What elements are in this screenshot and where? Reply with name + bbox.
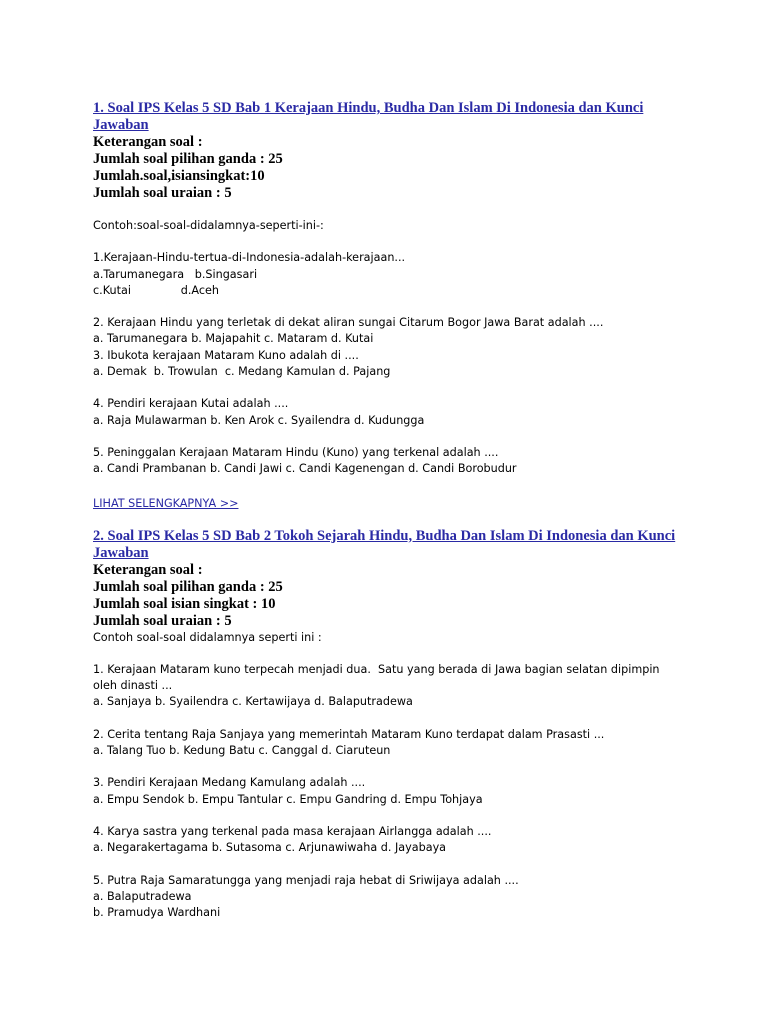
question-block: [93, 824, 683, 857]
question-block: [93, 873, 683, 922]
info-line: Jumlah soal uraian : 5: [93, 612, 232, 629]
section-2-title-link[interactable]: 2. Soal IPS Kelas 5 SD Bab 2 Tokoh Sejarah Hindu, Budha Dan Islam Di Indonesia dan Kunci Jawaban: [93, 527, 676, 561]
question-line: 5. Putra Raja Samaratungga yang menjadi raja hebat di Sriwijaya adalah ....: [93, 873, 519, 887]
question-line: 3. Pendiri Kerajaan Medang Kamulang adalah ....: [93, 776, 366, 790]
section-1-title-link[interactable]: 1. Soal IPS Kelas 5 SD Bab 1 Kerajaan Hindu, Budha Dan Islam Di Indonesia dan Kunci Jawaban: [93, 100, 644, 133]
info-line: Keterangan soal :: [93, 561, 203, 578]
info-line: Keterangan soal :: [93, 134, 203, 150]
section-2-intro: Contoh soal-soal didalamnya seperti ini :: [93, 630, 322, 644]
question-block: [93, 396, 683, 429]
answer-line: a.Tarumanegara b.Singasari: [93, 267, 258, 281]
section-2-info: [93, 562, 683, 630]
answer-line: a. Raja Mulawarman b. Ken Arok c. Syailendra d. Kudungga: [93, 413, 425, 427]
question-block: [93, 662, 683, 711]
answer-line: a. Tarumanegara b. Majapahit c. Mataram d. Kutai: [93, 332, 374, 346]
document-page: [93, 100, 683, 921]
question-block: [93, 775, 683, 808]
question-line: 3. Ibukota kerajaan Mataram Kuno adalah di ....: [93, 348, 359, 362]
question-line: 1.Kerajaan-Hindu-tertua-di-Indonesia-adalah-kerajaan...: [93, 251, 406, 265]
info-line: Jumlah.soal,isiansingkat:10: [93, 168, 265, 184]
question-block: [93, 315, 683, 380]
answer-line: c.Kutai d.Aceh: [93, 283, 219, 297]
question-line: 2. Cerita tentang Raja Sanjaya yang memerintah Mataram Kuno terdapat dalam Prasasti ...: [93, 727, 605, 741]
question-line: 4. Karya sastra yang terkenal pada masa kerajaan Airlangga adalah ....: [93, 824, 492, 838]
info-line: Jumlah soal uraian : 5: [93, 185, 232, 201]
question-block: [93, 727, 683, 760]
answer-line: a. Sanjaya b. Syailendra c. Kertawijaya d. Balaputradewa: [93, 695, 413, 709]
question-line: oleh dinasti ...: [93, 679, 173, 693]
question-line: 2. Kerajaan Hindu yang terletak di dekat aliran sungai Citarum Bogor Jawa Barat adalah ....: [93, 316, 604, 330]
answer-line: a. Balaputradewa: [93, 889, 192, 903]
info-line: Jumlah soal isian singkat : 10: [93, 595, 276, 612]
answer-line: a. Candi Prambanan b. Candi Jawi c. Candi Kagenengan d. Candi Borobudur: [93, 462, 517, 476]
answer-line: a. Empu Sendok b. Empu Tantular c. Empu Gandring d. Empu Tohjaya: [93, 792, 483, 806]
answer-line: a. Demak b. Trowulan c. Medang Kamulan d. Pajang: [93, 365, 391, 379]
question-block: [93, 250, 683, 299]
answer-line: a. Talang Tuo b. Kedung Batu c. Canggal d. Ciaruteun: [93, 744, 391, 758]
section-1-intro: Contoh:soal-soal-didalamnya-seperti-ini-:: [93, 219, 324, 232]
question-line: 1. Kerajaan Mataram kuno terpecah menjadi dua. Satu yang berada di Jawa bagian selatan dipimpin: [93, 662, 660, 676]
see-more-link[interactable]: LIHAT SELENGKAPNYA >>: [93, 496, 239, 510]
question-block: [93, 445, 683, 478]
section-1-info: [93, 134, 683, 202]
info-line: Jumlah soal pilihan ganda : 25: [93, 151, 283, 167]
question-line: 4. Pendiri kerajaan Kutai adalah ....: [93, 397, 289, 411]
answer-line: a. Negarakertagama b. Sutasoma c. Arjunawiwaha d. Jayabaya: [93, 841, 447, 855]
answer-line: b. Pramudya Wardhani: [93, 906, 221, 920]
info-line: Jumlah soal pilihan ganda : 25: [93, 578, 283, 595]
question-line: 5. Peninggalan Kerajaan Mataram Hindu (Kuno) yang terkenal adalah ....: [93, 445, 499, 459]
